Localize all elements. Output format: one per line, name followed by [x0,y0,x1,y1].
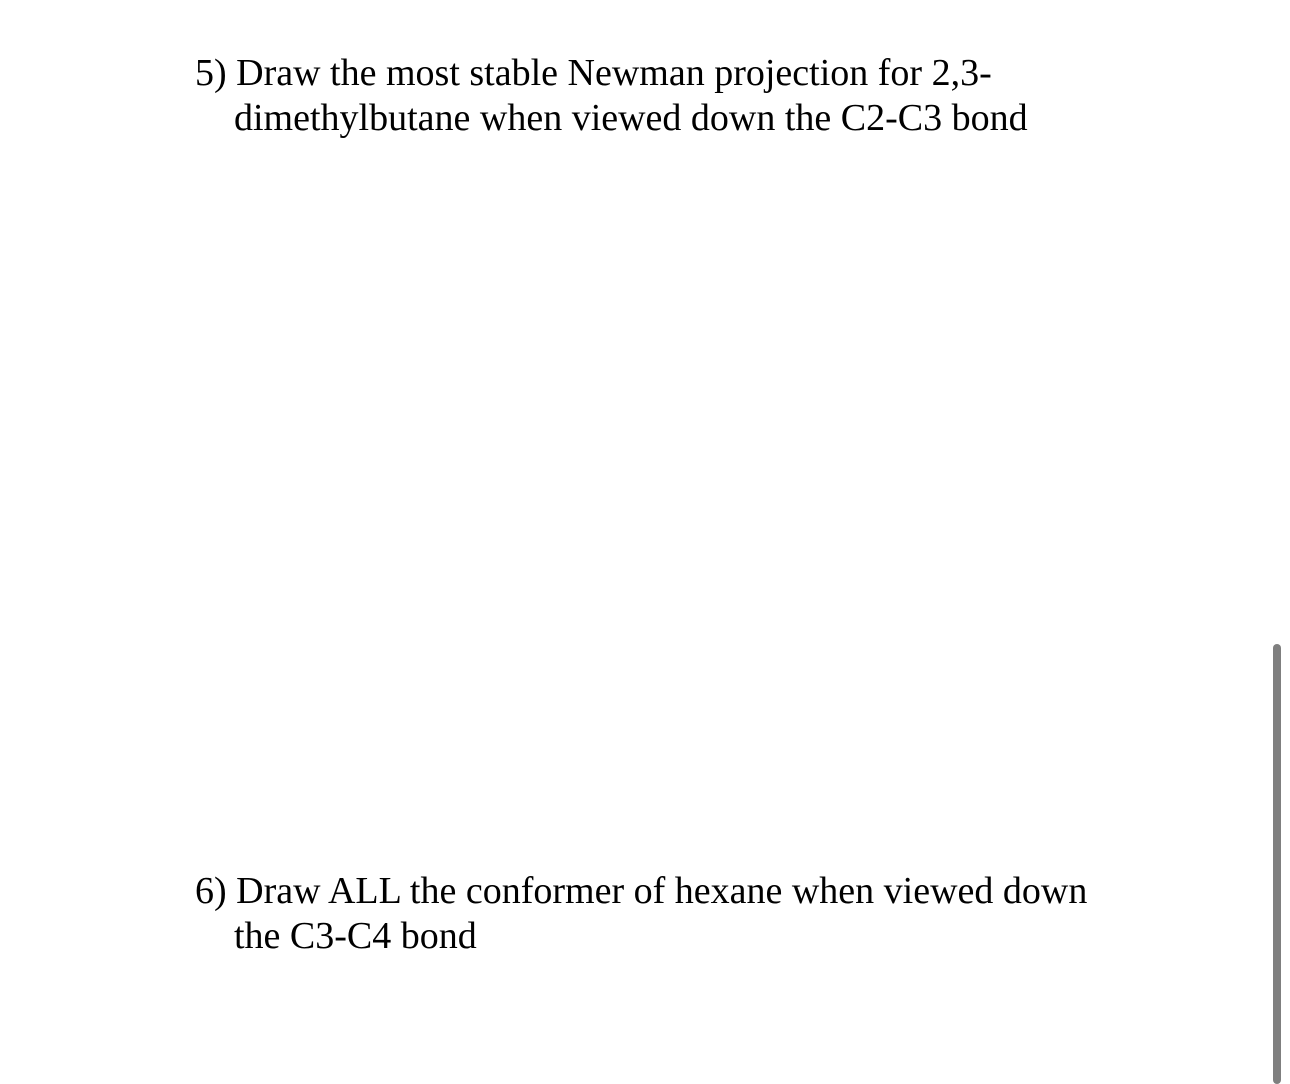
question-5-line-1: 5) Draw the most stable Newman projection for 2,3- [195,52,992,94]
scrollbar-thumb[interactable] [1273,644,1281,1084]
question-6 [195,869,1155,959]
question-5 [195,51,1155,141]
question-6-line-2: the C3-C4 bond [234,915,477,957]
question-6-line-1: 6) Draw ALL the conformer of hexane when viewed down [195,870,1088,912]
question-5-line-2: dimethylbutane when viewed down the C2-C3 bond [234,97,1028,139]
vertical-scrollbar[interactable] [1268,0,1290,1073]
